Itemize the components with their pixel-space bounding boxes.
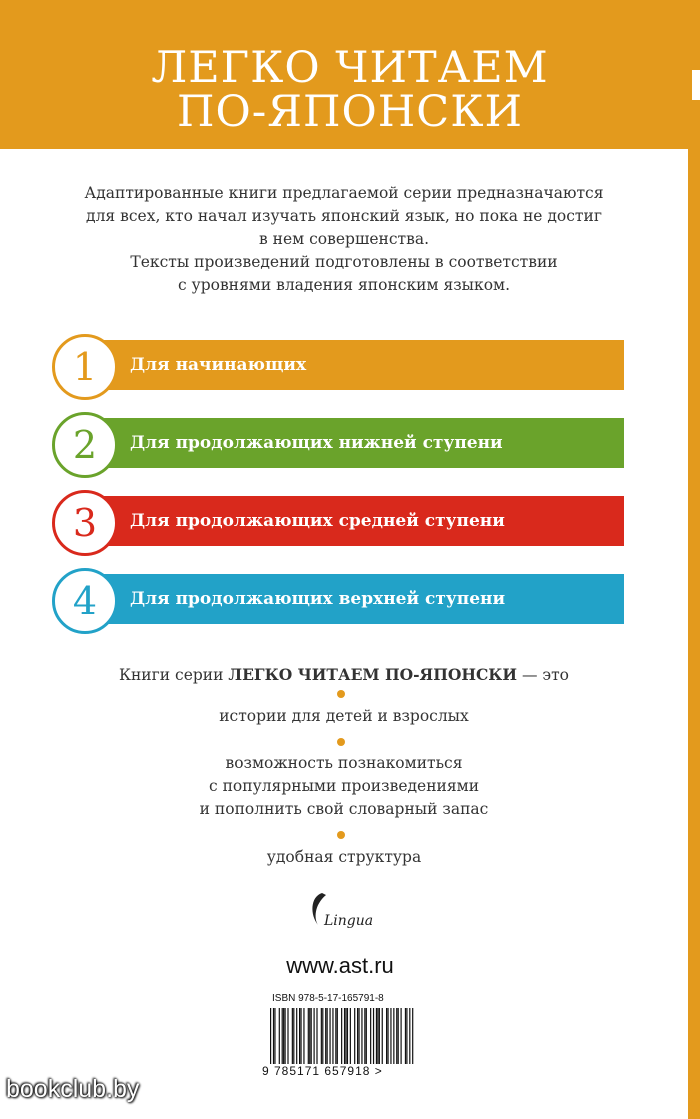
barcode bbox=[268, 1008, 418, 1066]
series-title-line2: ПО-ЯПОНСКИ bbox=[177, 87, 523, 137]
level-number: 1 bbox=[52, 334, 118, 400]
series-title bbox=[0, 43, 700, 137]
level-label: Для начинающих bbox=[130, 355, 307, 375]
intro-line: Тексты произведений подготовлены в соответствии bbox=[130, 253, 558, 271]
level-number: 2 bbox=[52, 412, 118, 478]
lingua-logo bbox=[300, 885, 380, 935]
feature-text: удобная структура bbox=[266, 848, 422, 866]
level-number: 4 bbox=[52, 568, 118, 634]
series-suffix: — это bbox=[522, 666, 570, 684]
level-1 bbox=[52, 336, 624, 394]
intro-line: Адаптированные книги предлагаемой серии предназначаются bbox=[84, 184, 604, 202]
feature-text: и пополнить свой словарный запас bbox=[199, 800, 489, 818]
cover-edge bbox=[688, 149, 700, 1119]
feature-text: с популярными произведениями bbox=[208, 777, 480, 795]
barcode-digits: 9 785171 657918 > bbox=[262, 1064, 383, 1078]
publisher-site: www.ast.ru bbox=[286, 953, 394, 978]
series-prefix: Книги серии bbox=[118, 666, 224, 684]
bullet-dot bbox=[337, 690, 345, 698]
feature-text: истории для детей и взрослых bbox=[219, 707, 469, 725]
level-2 bbox=[52, 414, 624, 472]
level-4 bbox=[52, 570, 624, 628]
level-label: Для продолжающих нижней ступени bbox=[130, 433, 503, 453]
series-title-line1: ЛЕГКО ЧИТАЕМ bbox=[151, 43, 549, 93]
level-3 bbox=[52, 492, 624, 550]
series-name: ЛЕГКО ЧИТАЕМ ПО-ЯПОНСКИ bbox=[228, 665, 518, 684]
feature-item bbox=[40, 846, 648, 869]
isbn-text: ISBN 978-5-17-165791-8 bbox=[272, 993, 384, 1004]
feature-item bbox=[40, 752, 648, 821]
feature-text: возможность познакомиться bbox=[225, 754, 463, 772]
level-label: Для продолжающих средней ступени bbox=[130, 511, 505, 531]
feature-item bbox=[40, 705, 648, 728]
intro-line: с уровнями владения японским языком. bbox=[177, 276, 511, 294]
intro-line: в нем совершенства. bbox=[258, 230, 430, 248]
svg-text:Lingua: Lingua bbox=[324, 913, 374, 929]
intro-text bbox=[40, 182, 648, 297]
intro-line: для всех, кто начал изучать японский язык, но пока не достиг bbox=[86, 207, 602, 225]
watermark: bookclub.by bbox=[6, 1075, 140, 1103]
bullet-dot bbox=[337, 831, 345, 839]
level-number: 3 bbox=[52, 490, 118, 556]
level-label: Для продолжающих верхней ступени bbox=[130, 589, 506, 609]
spine-tab bbox=[692, 70, 700, 100]
bullet-dot bbox=[337, 738, 345, 746]
series-statement bbox=[40, 665, 648, 684]
cover-header bbox=[0, 0, 700, 149]
